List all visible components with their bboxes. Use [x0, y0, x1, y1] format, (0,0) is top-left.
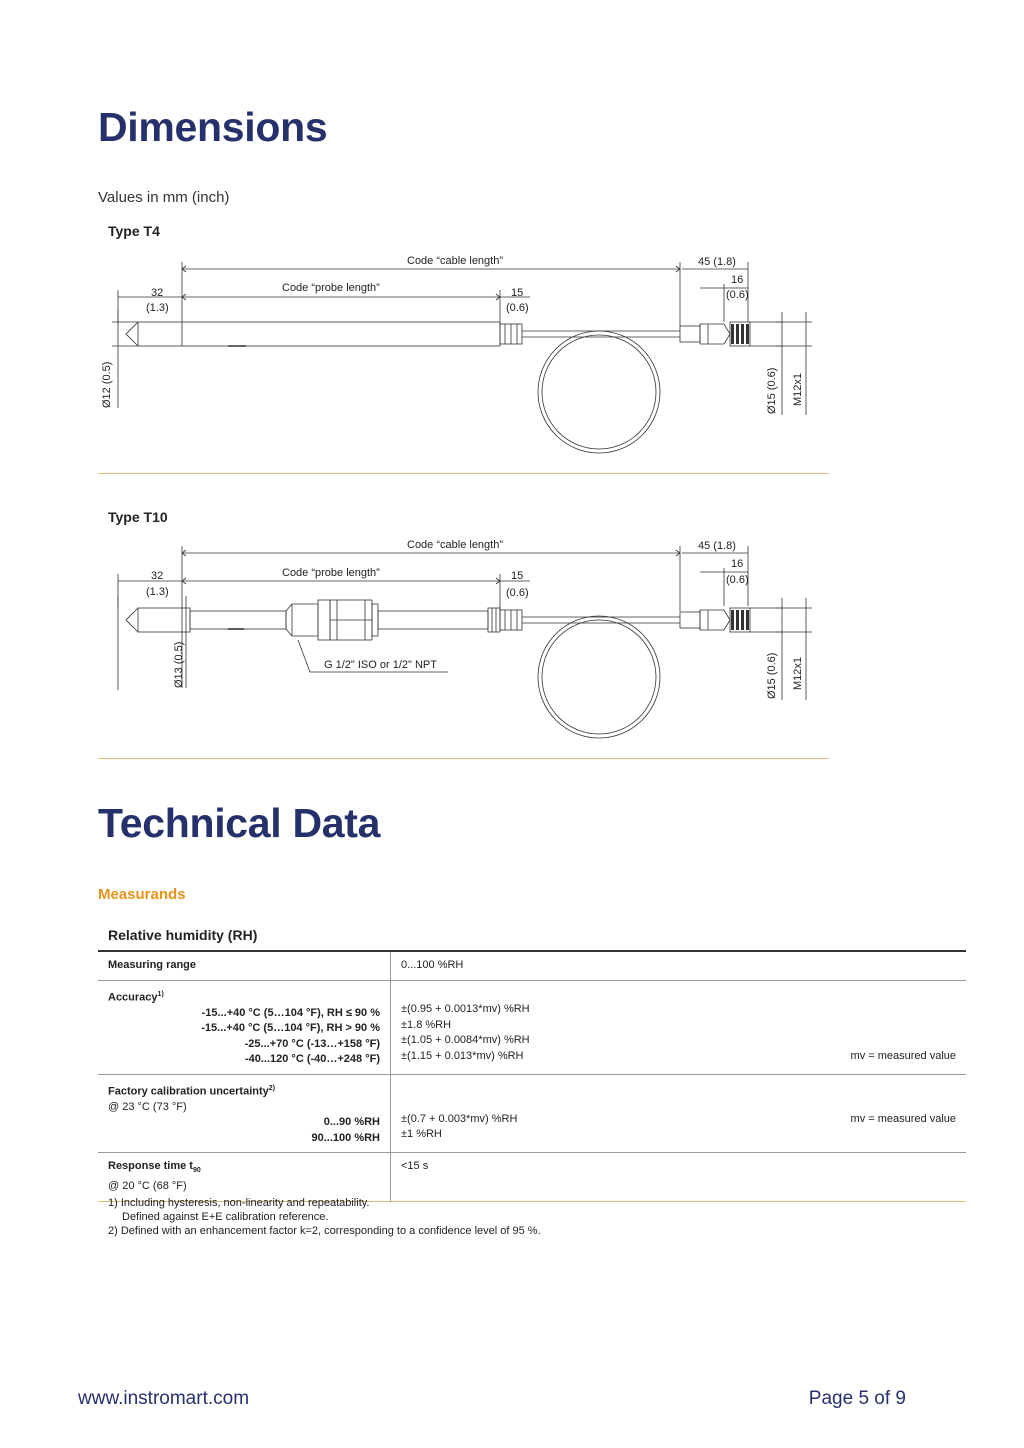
accuracy-cond-1: -15...+40 °C (5…104 °F), RH ≤ 90 %: [201, 1006, 380, 1019]
accuracy-value-2: ±1.8 %RH: [401, 1018, 452, 1031]
type-t4-drawing: [0, 245, 1024, 465]
t4-dim-16-in: (0.6): [726, 289, 749, 301]
rh-heading: Relative humidity (RH): [108, 927, 258, 943]
calibration-value-1-row: [401, 1112, 956, 1128]
t10-dim-15: 15: [511, 570, 524, 582]
accuracy-value-1: ±(0.95 + 0.0013*mv) %RH: [401, 1003, 530, 1015]
table-row: [98, 951, 966, 980]
measuring-range-label: Measuring range: [98, 951, 391, 980]
t10-diameter-label: Ø13 (0.5): [173, 641, 185, 688]
accuracy-label-wrap: [108, 987, 380, 1006]
t4-dim-32: 32: [151, 287, 164, 299]
accuracy-value-3: ±(1.05 + 0.0084*mv) %RH: [401, 1034, 530, 1046]
t4-cable-length-label: Code “cable length”: [407, 255, 504, 267]
calibration-label: Factory calibration uncertainty: [108, 1085, 269, 1098]
calibration-value-2: ±1 %RH: [401, 1128, 442, 1141]
calibration-at: @ 23 °C (73 °F): [108, 1100, 187, 1113]
t4-dim-15: 15: [511, 287, 524, 299]
calibration-cond-2: 90...100 %RH: [311, 1131, 380, 1144]
t4-thread-label: M12x1: [792, 372, 804, 406]
t10-probe-length-label: Code “probe length”: [282, 567, 380, 579]
calibration-mv-note: mv = measured value: [850, 1112, 956, 1125]
response-label-wrap: [108, 1159, 380, 1179]
calibration-cond-1: 0...90 %RH: [323, 1116, 380, 1129]
t4-dim-45: 45 (1.8): [698, 256, 736, 268]
table-row: [98, 1153, 966, 1201]
units-note: Values in mm (inch): [98, 189, 230, 206]
accuracy-cond-4: -40...120 °C (-40…+248 °F): [244, 1053, 380, 1066]
measuring-range-value: 0...100 %RH: [401, 959, 464, 971]
footnote-1: 1) Including hysteresis, non-linearity and repeatability.: [108, 1197, 370, 1209]
footer-page-number: Page 5 of 9: [808, 1388, 906, 1409]
response-at: @ 20 °C (68 °F): [108, 1180, 187, 1192]
accuracy-cond-3: -25...+70 °C (-13…+158 °F): [244, 1037, 380, 1050]
accuracy-value-4-row: [401, 1049, 956, 1065]
spacer: [401, 987, 956, 1003]
t4-dim-15-in: (0.6): [506, 302, 529, 314]
accuracy-value-4: ±(1.15 + 0.013*mv) %RH: [401, 1049, 524, 1062]
footnote-2: 2) Defined with an enhancement factor k=2, corresponding to a confidence level of 95 %.: [108, 1225, 541, 1237]
accuracy-footnote-ref: 1): [157, 990, 164, 998]
accuracy-label: Accuracy: [108, 991, 158, 1004]
spacer: [401, 1096, 956, 1112]
accuracy-mv-note: mv = measured value: [850, 1049, 956, 1062]
type-t10-title: Type T10: [108, 509, 168, 525]
t10-dim-45: 45 (1.8): [698, 540, 736, 552]
measurands-heading: Measurands: [98, 886, 186, 903]
t4-dim-32-in: (1.3): [146, 302, 169, 314]
t4-diameter-label: Ø12 (0.5): [101, 361, 113, 408]
dimensions-title: Dimensions: [98, 104, 328, 150]
type-t10-drawing: [0, 530, 1024, 750]
rh-spec-table: [98, 950, 966, 1202]
spacer: [401, 1081, 956, 1097]
t10-thread-label: M12x1: [792, 656, 804, 690]
t10-connector-diameter-label: Ø15 (0.6): [766, 652, 778, 699]
t10-dim-16: 16: [731, 558, 744, 570]
footnotes: [108, 1196, 541, 1238]
response-sub: 90: [192, 1167, 201, 1175]
calibration-value-1: ±(0.7 + 0.003*mv) %RH: [401, 1112, 518, 1125]
table-row: [98, 980, 966, 1074]
response-label: Response time t: [108, 1160, 193, 1173]
t4-divider: [98, 473, 829, 474]
accuracy-cond-2: -15...+40 °C (5…104 °F), RH > 90 %: [201, 1022, 380, 1035]
t4-dim-16: 16: [731, 274, 744, 286]
t10-dim-15-in: (0.6): [506, 587, 529, 599]
t10-dim-32: 32: [151, 570, 164, 582]
t4-connector-diameter-label: Ø15 (0.6): [766, 367, 778, 414]
calibration-footnote-ref: 2): [268, 1084, 275, 1092]
table-row: [98, 1074, 966, 1153]
technical-data-title: Technical Data: [98, 800, 381, 846]
t4-probe-length-label: Code “probe length”: [282, 282, 380, 294]
t10-divider: [98, 758, 829, 759]
footnote-1-cont: Defined against E+E calibration reference.: [122, 1211, 329, 1223]
t10-dim-16-in: (0.6): [726, 574, 749, 586]
type-t4-title: Type T4: [108, 223, 160, 239]
t10-cable-length-label: Code “cable length”: [407, 539, 504, 551]
footer-website-link[interactable]: www.instromart.com: [78, 1388, 250, 1409]
response-value: <15 s: [401, 1160, 429, 1173]
calibration-label-wrap: [108, 1081, 380, 1100]
t10-dim-32-in: (1.3): [146, 586, 169, 598]
t10-fitting-label: G 1/2" ISO or 1/2" NPT: [324, 659, 437, 671]
